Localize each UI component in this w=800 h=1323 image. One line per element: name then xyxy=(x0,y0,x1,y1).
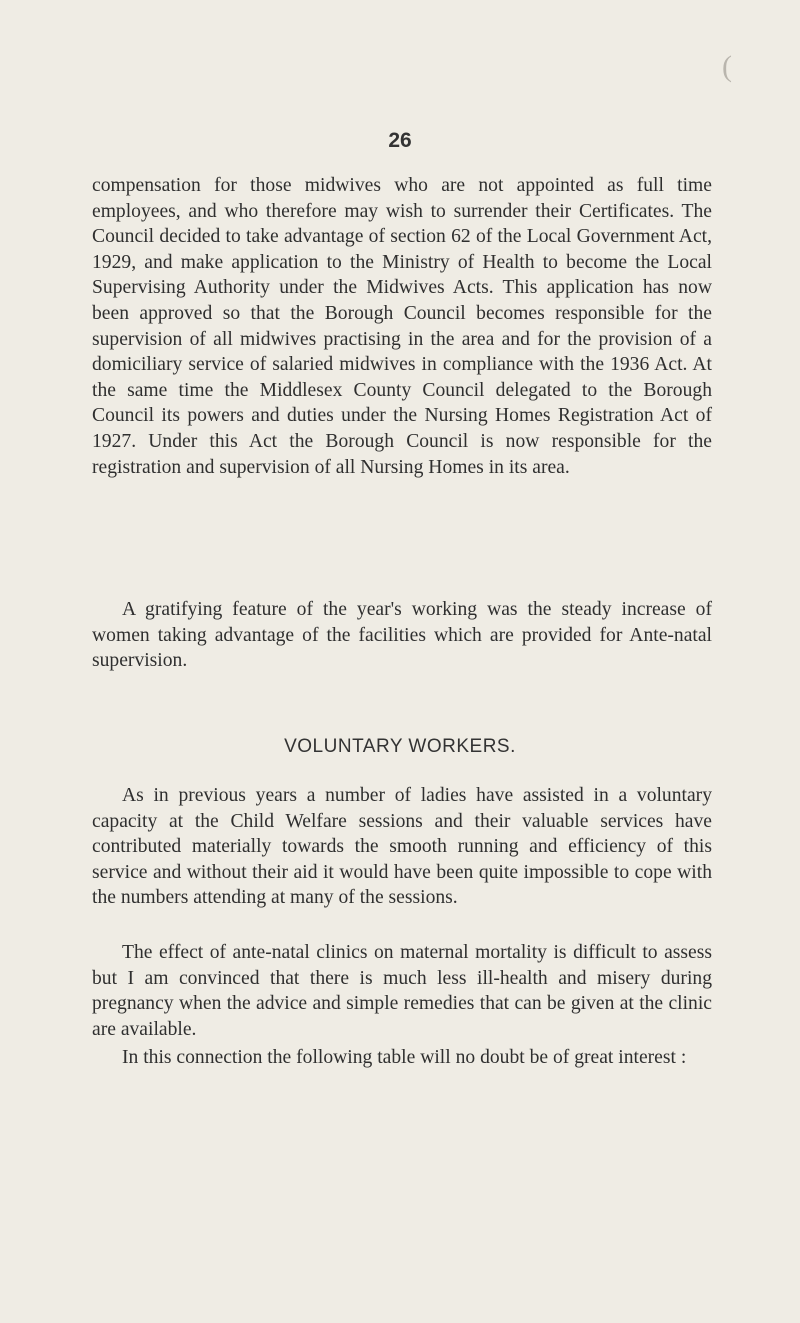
section-heading-voluntary-workers: VOLUNTARY WORKERS. xyxy=(284,736,516,757)
paragraph-table-intro: In this connection the following table will no doubt be of great interest : xyxy=(122,1047,687,1068)
paragraph-ante-natal-increase: A gratifying feature of the year's working was the steady increase of women taking advantage of the facilities which are provided for Ante-natal supervision. xyxy=(92,599,712,672)
paragraph-midwives-authority: compensation for those midwives who are not appointed as full time employees, and who therefore may wish to surrender their Certificates. The Council decided to take advantage of section 62 of the Local Government Act, 1929, and make application to the Ministry of Health to become the Local Supervising Authority under the Midwives Acts. This application has now been approved so that the Borough Council becomes responsible for the supervision of all midwives practising in the area and for the provision of a domiciliary service of salaried midwives in compliance with the 1936 Act. At the same time the Middlesex County Council delegated to the Borough Council its powers and duties under the Nursing Homes Registration Act of 1927. Under this Act the Borough Council is now responsible for the registration and supervision of all Nursing Homes in its area. xyxy=(92,175,712,478)
paragraph-maternal-mortality: The effect of ante-natal clinics on maternal mortality is difficult to assess but I am convinced that there is much less ill-health and misery during pregnancy when the advice and simple remedies that can be given at the clinic are available. xyxy=(92,942,712,1040)
corner-mark: ( xyxy=(722,50,732,83)
page-number: 26 xyxy=(388,129,412,152)
paragraph-voluntary-ladies: As in previous years a number of ladies have assisted in a voluntary capacity at the Child Welfare sessions and their valuable services have contributed materially towards the smooth running and efficiency of this service and without their aid it would have been quite impossible to cope with the numbers attending at many of the sessions. xyxy=(92,785,712,909)
